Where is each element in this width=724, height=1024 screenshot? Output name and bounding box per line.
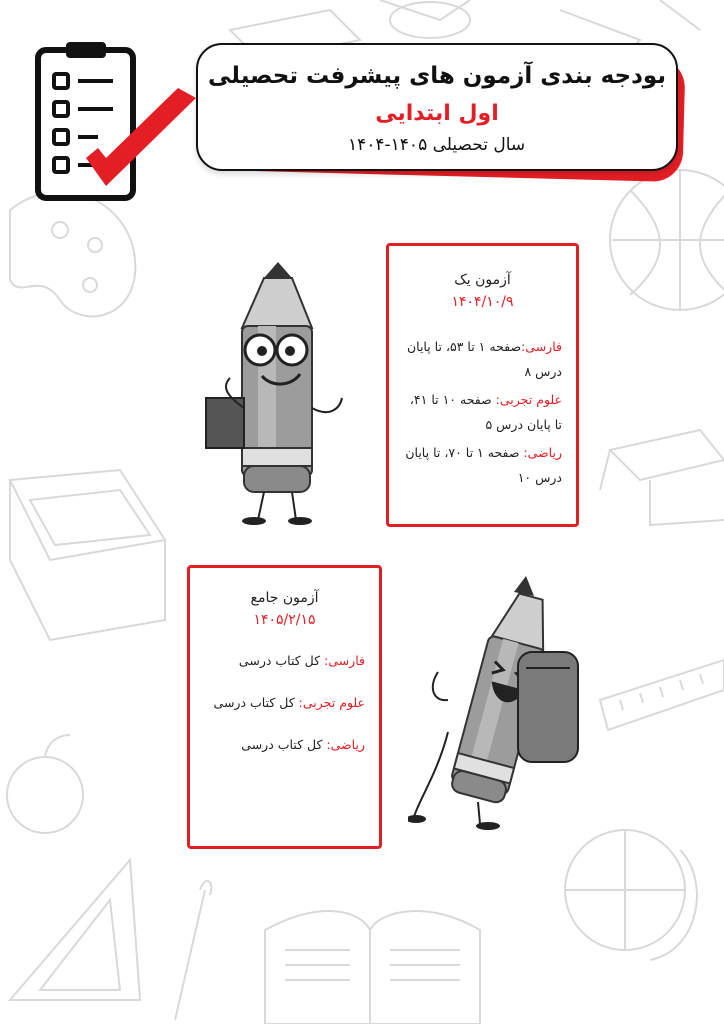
subject-scope: کل کتاب درسی <box>238 653 325 668</box>
exam-title: آزمون یک <box>454 272 511 288</box>
exam-item-farsi <box>403 334 562 384</box>
subject-scope: کل کتاب درسی <box>213 695 299 710</box>
pencil-mascot-reading <box>200 258 350 528</box>
subject-scope: کل کتاب درسی <box>241 737 327 752</box>
subject-label: ریاضی: <box>523 445 562 460</box>
exam-card-2 <box>187 565 382 849</box>
page-subtitle: اول ابتدایی <box>375 101 499 126</box>
subject-scope: صفحه ۱ تا ۷۰، تا پایان درس ۱۰ <box>405 445 562 485</box>
exam-date: ۱۴۰۵/۲/۱۵ <box>253 612 316 628</box>
subject-label: علوم تجربی: <box>495 392 562 407</box>
subject-label: علوم تجربی: <box>298 695 365 710</box>
exam-title: آزمون جامع <box>250 590 319 606</box>
header-panel <box>196 43 678 171</box>
page-title: بودجه بندی آزمون های پیشرفت تحصیلی <box>208 63 666 89</box>
subject-scope: صفحه ۱ تا ۵۳، تا پایان درس ۸ <box>406 339 562 379</box>
subject-label: فارسی: <box>521 339 562 354</box>
exam-date: ۱۴۰۴/۱۰/۹ <box>451 294 514 310</box>
exam-item-science <box>204 690 365 715</box>
academic-year: سال تحصیلی ۱۴۰۵-۱۴۰۴ <box>348 135 526 155</box>
clipboard-checklist-icon <box>28 40 203 205</box>
exam-item-math <box>204 732 365 757</box>
pencil-mascot-backpack <box>408 572 583 832</box>
exam-item-farsi <box>204 648 365 673</box>
exam-card-1 <box>386 243 579 527</box>
subject-label: فارسی: <box>324 653 365 668</box>
subject-scope: صفحه ۱۰ تا ۴۱، تا پایان درس ۵ <box>409 392 562 432</box>
exam-item-science <box>403 387 562 437</box>
exam-item-math <box>403 440 562 490</box>
subject-label: ریاضی: <box>326 737 365 752</box>
